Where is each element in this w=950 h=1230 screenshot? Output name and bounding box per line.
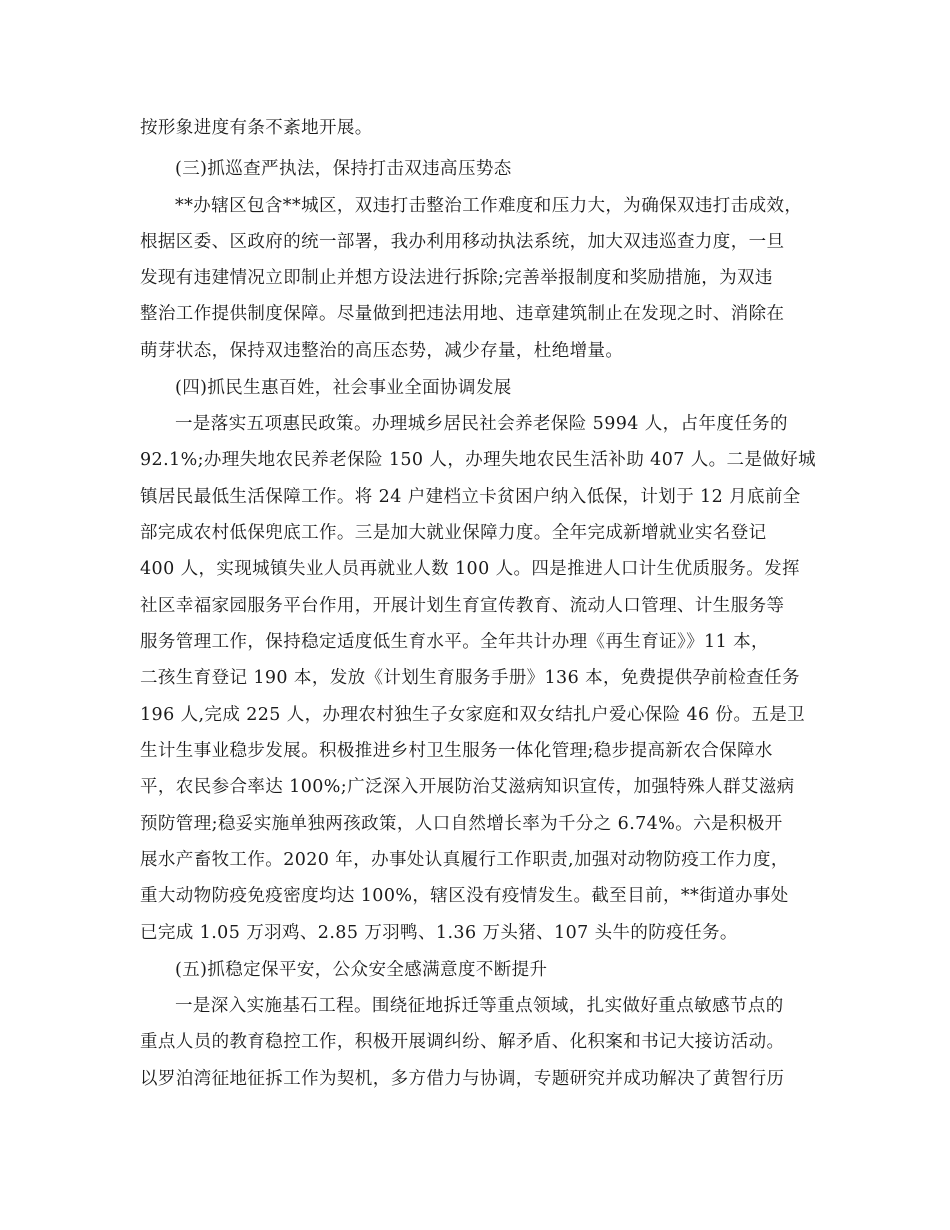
- text-line: 平，农民参合率达 100%;广泛深入开展防治艾滋病知识宣传，加强特殊人群艾滋病: [140, 777, 795, 797]
- text-line: 生计生事业稳步发展。积极推进乡村卫生服务一体化管理;稳步提高新农合保障水: [140, 741, 773, 761]
- text-line: 萌芽状态，保持双违整治的高压态势，减少存量，杜绝增量。: [140, 341, 624, 361]
- text-line: **办辖区包含**城区，双违打击整治工作难度和压力大，为确保双违打击成效，: [175, 196, 803, 216]
- text-line: 重大动物防疫免疫密度均达 100%，辖区没有疫情发生。截至目前，**街道办事处: [140, 886, 789, 906]
- section-heading: (五)抓稳定保平安，公众安全感满意度不断提升: [175, 960, 548, 980]
- text-line: 部完成农村低保兜底工作。三是加大就业保障力度。全年完成新增就业实名登记: [140, 523, 767, 543]
- text-line: 整治工作提供制度保障。尽量做到把违法用地、违章建筑制止在发现之时、消除在: [140, 304, 785, 324]
- text-line: 镇居民最低生活保障工作。将 24 户建档立卡贫困户纳入低保，计划于 12 月底前全: [140, 487, 801, 507]
- text-line: 服务管理工作，保持稳定适度低生育水平。全年共计办理《再生育证》》11 本，: [140, 632, 769, 652]
- section-heading: (四)抓民生惠百姓，社会事业全面协调发展: [175, 378, 512, 398]
- text-line: 以罗泊湾征地征拆工作为契机，多方借力与协调，专题研究并成功解决了黄智行历: [140, 1069, 785, 1089]
- text-line: 社区幸福家园服务平台作用，开展计划生育宣传教育、流动人口管理、计生服务等: [140, 596, 785, 616]
- text-line: 重点人员的教育稳控工作，积极开展调纠纷、解矛盾、化积案和书记大接访活动。: [140, 1032, 785, 1052]
- text-line: 一是落实五项惠民政策。办理城乡居民社会养老保险 5994 人，占年度任务的: [175, 414, 788, 434]
- text-line: 根据区委、区政府的统一部署，我办利用移动执法系统，加大双违巡查力度，一旦: [140, 232, 785, 252]
- text-line: 196 人,完成 225 人，办理农村独生子女家庭和双女结扎户爱心保险 46 份。五是卫: [140, 705, 806, 725]
- text-line: 92.1%;办理失地农民养老保险 150 人，办理失地农民生活补助 407 人。二是做好城: [140, 450, 817, 470]
- text-line: 已完成 1.05 万羽鸡、2.85 万羽鸭、1.36 万头猪、107 头牛的防疫任务。: [140, 923, 738, 943]
- text-line: 400 人，实现城镇失业人员再就业人数 100 人。四是推进人口计生优质服务。发挥: [140, 559, 800, 579]
- text-line: 二孩生育登记 190 本，发放《计划生育服务手册》136 本，免费提供孕前检查任务: [140, 668, 800, 688]
- text-line: 按形象进度有条不紊地开展。: [140, 118, 373, 138]
- text-line: 预防管理;稳妥实施单独两孩政策，人口自然增长率为千分之 6.74%。六是积极开: [140, 814, 783, 834]
- text-line: 发现有违建情况立即制止并想方设法进行拆除;完善举报制度和奖励措施，为双违: [140, 268, 773, 288]
- text-line: 一是深入实施基石工程。围绕征地拆迁等重点领域，扎实做好重点敏感节点的: [175, 996, 784, 1016]
- section-heading: (三)抓巡查严执法，保持打击双违高压势态: [175, 159, 512, 179]
- text-line: 展水产畜牧工作。2020 年，办事处认真履行工作职责,加强对动物防疫工作力度，: [140, 850, 789, 870]
